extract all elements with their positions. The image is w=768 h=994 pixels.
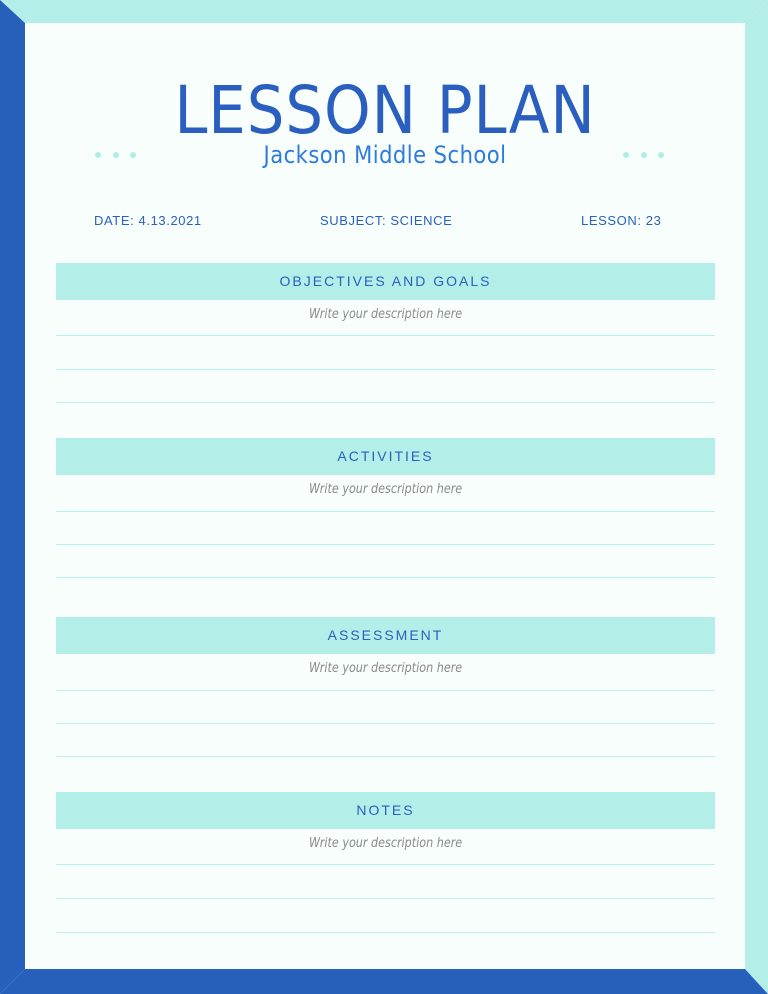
writing-line: [56, 577, 715, 578]
frame-left-border: [0, 0, 25, 994]
writing-line: [56, 932, 715, 933]
description-placeholder[interactable]: Write your description here: [308, 482, 463, 497]
title-row: [25, 72, 745, 149]
page-title: LESSON PLAN: [174, 72, 596, 149]
writing-line: [56, 369, 715, 370]
writing-line: [56, 756, 715, 757]
description-placeholder[interactable]: Write your description here: [308, 661, 463, 676]
frame-right-border: [745, 0, 768, 994]
description-placeholder[interactable]: Write your description here: [308, 307, 463, 322]
section-title: ASSESSMENT: [327, 627, 444, 643]
section-title: ACTIVITIES: [337, 448, 434, 464]
writing-line: [56, 335, 715, 336]
section-notes: [56, 792, 715, 932]
writing-line: [56, 690, 715, 691]
writing-line: [56, 511, 715, 512]
school-name: Jackson Middle School: [263, 141, 507, 169]
lesson-number-field: LESSON: 23: [581, 213, 662, 228]
writing-line: [56, 864, 715, 865]
section-title: OBJECTIVES AND GOALS: [279, 273, 492, 289]
description-placeholder[interactable]: Write your description here: [308, 836, 463, 851]
writing-line: [56, 544, 715, 545]
writing-line: [56, 898, 715, 899]
lesson-plan-page: [25, 23, 745, 969]
writing-line: [56, 723, 715, 724]
section-assessment: [56, 617, 715, 757]
section-activities: [56, 438, 715, 578]
section-objectives-and-goals: [56, 263, 715, 403]
writing-line: [56, 402, 715, 403]
date-field: DATE: 4.13.2021: [94, 213, 202, 228]
subject-field: SUBJECT: SCIENCE: [320, 213, 453, 228]
frame-top-border: [0, 0, 768, 23]
frame-bottom-border: [0, 969, 768, 994]
section-title: NOTES: [356, 802, 415, 818]
